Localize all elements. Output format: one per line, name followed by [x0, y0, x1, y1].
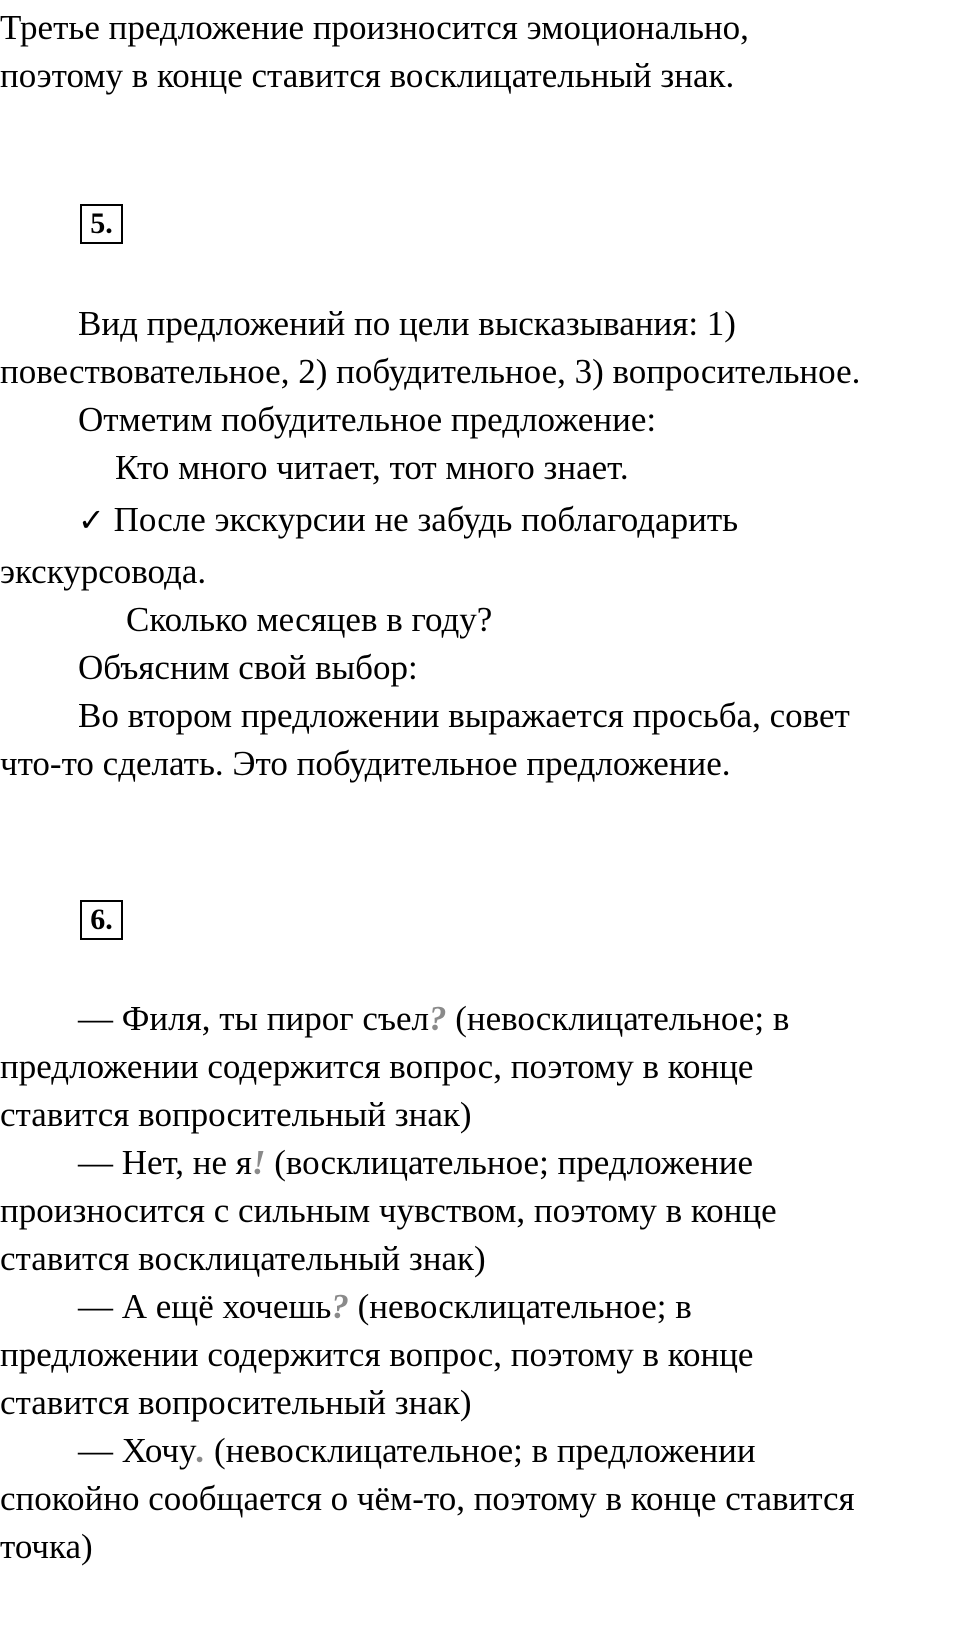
dialog-2-rest: (восклицательное; предложение — [265, 1143, 754, 1182]
dialog-1-line-3: ставится вопросительный знак) — [0, 1095, 472, 1134]
dialog-1-rest: (невосклицательное; в — [446, 999, 790, 1038]
dialog-4-line-2: спокойно сообщается о чём-то, поэтому в конце ставится — [0, 1479, 855, 1518]
task-5-sentence-3: Сколько месяцев в году? — [126, 600, 493, 639]
dialog-3-speech: — А ещё хочешь — [78, 1287, 332, 1326]
task-5-explain-intro: Объясним свой выбор: — [78, 648, 418, 687]
dialog-3-mark: ? — [331, 1287, 349, 1326]
check-icon: ✓ — [78, 501, 105, 539]
dialog-2-line-2: произносится с сильным чувством, поэтому в конце — [0, 1191, 777, 1230]
dialog-3-line-2: предложении содержится вопрос, поэтому в конце — [0, 1335, 754, 1374]
task-5-types-line-2: повествовательное, 2) побудительное, 3) вопросительное. — [0, 352, 861, 391]
dialog-2-line-1 — [78, 1141, 753, 1185]
task-5-explain-line-2: что-то сделать. Это побудительное предложение. — [0, 744, 731, 783]
dialog-4-line-1 — [78, 1429, 756, 1473]
dialog-2-speech: — Нет, не я — [78, 1143, 252, 1182]
dialog-3-line-1 — [78, 1285, 692, 1329]
task-5-number — [80, 204, 123, 244]
dialog-3-rest: (невосклицательное; в — [348, 1287, 692, 1326]
dialog-4-rest: (невосклицательное; в предложении — [205, 1431, 756, 1470]
task-5-types-line-1: Вид предложений по цели высказывания: 1) — [78, 304, 736, 343]
task-5-sentence-2-text: После экскурсии не забудь поблагодарить — [113, 500, 739, 539]
dialog-4-speech: — Хочу — [78, 1431, 197, 1470]
intro-line-2: поэтому в конце ставится восклицательный знак. — [0, 56, 735, 95]
dialog-4-line-3: точка) — [0, 1527, 93, 1566]
dialog-3-line-3: ставится вопросительный знак) — [0, 1383, 472, 1422]
dialog-1-line-1 — [78, 997, 789, 1041]
task-5-sentence-2-line-1 — [78, 498, 738, 542]
task-5-number-digit: 5 — [90, 207, 106, 240]
task-5-sentence-1: Кто много читает, тот много знает. — [115, 448, 629, 487]
dialog-2-mark: ! — [251, 1143, 266, 1182]
dialog-2-line-3: ставится восклицательный знак) — [0, 1239, 486, 1278]
task-5-sentence-2-line-2: экскурсовода. — [0, 552, 207, 591]
task-5-explain-line-1: Во втором предложении выражается просьба, совет — [78, 696, 850, 735]
task-5-number-dot: . — [105, 207, 113, 240]
dialog-1-speech: — Филя, ты пирог съел — [78, 999, 429, 1038]
task-6-number-dot: . — [105, 903, 113, 936]
task-5-mark-intro: Отметим побудительное предложение: — [78, 400, 657, 439]
dialog-1-mark: ? — [428, 999, 447, 1038]
task-6-number — [80, 900, 123, 940]
dialog-1-line-2: предложении содержится вопрос, поэтому в конце — [0, 1047, 754, 1086]
intro-line-1: Третье предложение произносится эмоционально, — [0, 8, 749, 47]
dialog-4-mark: . — [196, 1431, 206, 1470]
task-6-number-digit: 6 — [90, 903, 106, 936]
